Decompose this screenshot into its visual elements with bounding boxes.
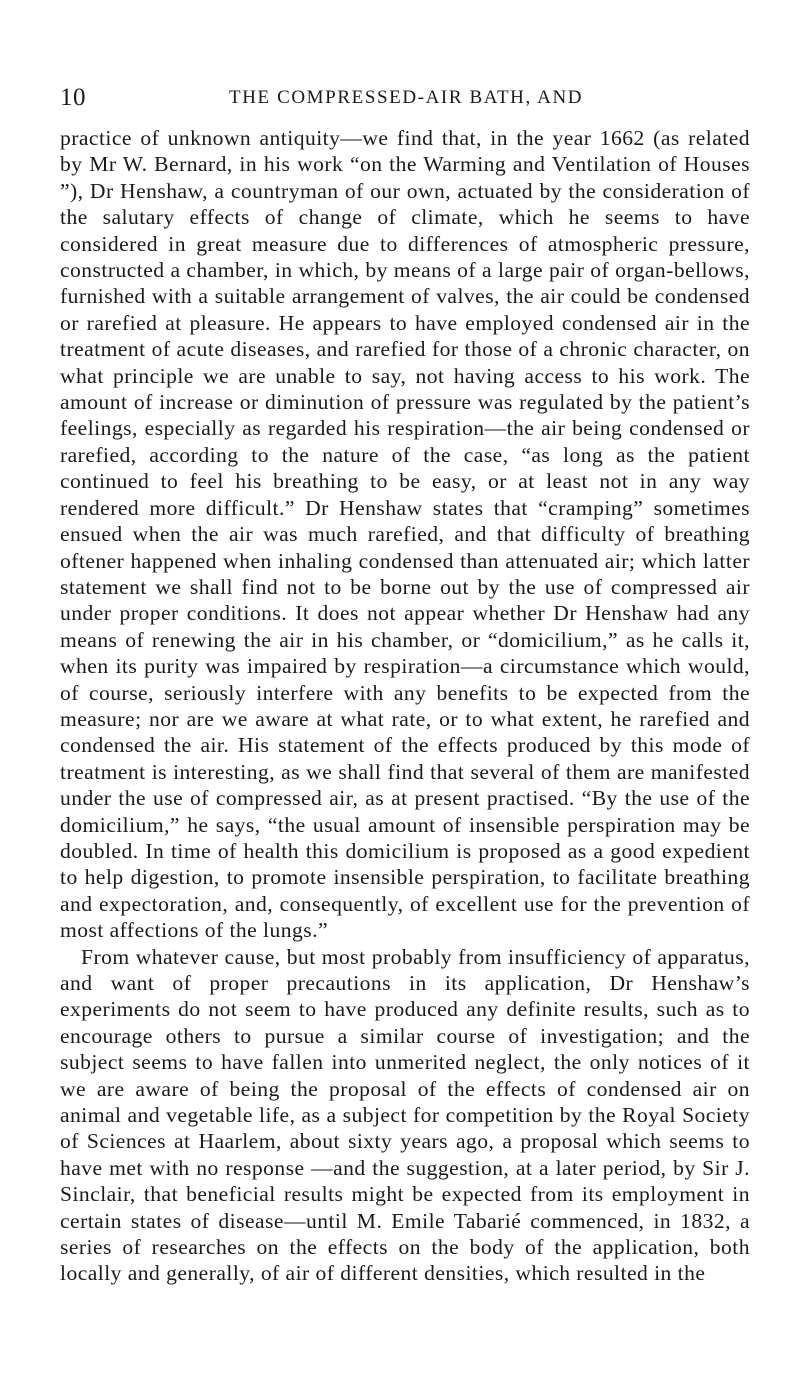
paragraph-2: From whatever cause, but most probably from insufficiency of apparatus, and want of proper precautions in its application, Dr Henshaw’s experiments do not seem to have produced any definite results, such as to encourage others to pursue a similar course of investigation; and the subject seems to have fallen into unmerited neglect, the only notices of it we are aware of being the proposal of the effects of condensed air on animal and vegetable life, as a subject for competition by the Royal Society of Sciences at Haarlem, about sixty years ago, a proposal which seems to have met with no response —and the suggestion, at a later period, by Sir J. Sinclair, that beneficial results might be expected from its employment in certain states of disease—until M. Emile Tabarié commenced, in 1832, a series of researches on the effects on the body of the application, both locally and generally, of air of different densities, which resulted in the	[60, 944, 750, 1286]
body-text	[60, 125, 750, 1287]
running-title: THE COMPRESSED-AIR BATH, AND	[229, 87, 584, 108]
running-head	[60, 84, 750, 114]
paragraph-1: practice of unknown antiquity—we find that, in the year 1662 (as related by Mr W. Bernard, in his work “on the Warming and Ventilation of Houses ”), Dr Henshaw, a countryman of our own, actuated by the consideration of the salutary effects of change of climate, which he seems to have considered in great measure due to differences of atmospheric pressure, constructed a chamber, in which, by means of a large pair of organ-bellows, furnished with a suitable arrangement of valves, the air could be condensed or rarefied at pleasure. He appears to have employed condensed air in the treatment of acute diseases, and rarefied for those of a chronic character, on what principle we are unable to say, not having access to his work. The amount of increase or diminution of pressure was regulated by the patient’s feelings, especially as regarded his respiration—the air being condensed or rarefied, according to the nature of the case, “as long as the patient continued to feel his breathing to be easy, or at least not in any way rendered more difficult.” Dr Henshaw states that “cramping” sometimes ensued when the air was much rarefied, and that difficulty of breathing oftener happened when inhaling condensed than attenuated air; which latter statement we shall find not to be borne out by the use of compressed air under proper conditions. It does not appear whether Dr Henshaw had any means of renewing the air in his chamber, or “domicilium,” as he calls it, when its purity was impaired by respiration—a circumstance which would, of course, seriously interfere with any benefits to be expected from the measure; nor are we aware at what rate, or to what extent, he rarefied and condensed the air. His statement of the effects produced by this mode of treatment is interesting, as we shall find that several of them are manifested under the use of compressed air, as at present practised. “By the use of the domicilium,” he says, “the usual amount of insensible perspiration may be doubled. In time of health this domicilium is proposed as a good expedient to help digestion, to promote insensible perspiration, to facilitate breathing and expectoration, and, consequently, of excellent use for the prevention of most affections of the lungs.”	[60, 126, 750, 943]
page-number: 10	[60, 84, 86, 111]
